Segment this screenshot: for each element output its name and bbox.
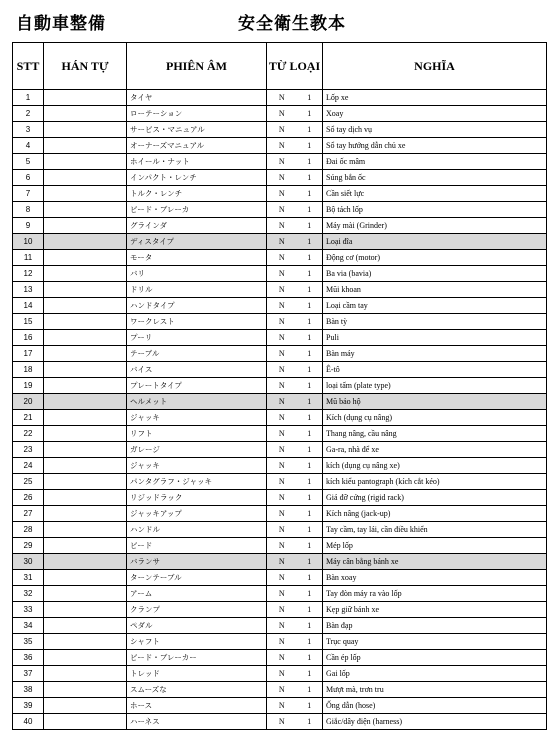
part-of-speech-cell: N [267,714,297,730]
row-number: 35 [13,634,44,650]
han-tu-cell [44,362,127,378]
phien-am-cell: グラインダ [127,218,267,234]
level-cell: 1 [297,570,323,586]
level-cell: 1 [297,650,323,666]
han-tu-cell [44,490,127,506]
part-of-speech-cell: N [267,346,297,362]
han-tu-cell [44,330,127,346]
han-tu-cell [44,682,127,698]
table-row [13,586,547,602]
han-tu-cell [44,538,127,554]
table-row [13,522,547,538]
level-cell: 1 [297,266,323,282]
han-tu-cell [44,138,127,154]
table-row [13,378,547,394]
table-row [13,122,547,138]
level-cell: 1 [297,346,323,362]
phien-am-cell: プレートタイプ [127,378,267,394]
level-cell: 1 [297,378,323,394]
phien-am-cell: ビード・ブレーカ [127,202,267,218]
level-cell: 1 [297,394,323,410]
part-of-speech-cell: N [267,282,297,298]
table-row [13,682,547,698]
phien-am-cell: ガレージ [127,442,267,458]
phien-am-cell: ドリル [127,282,267,298]
table-row [13,90,547,106]
part-of-speech-cell: N [267,682,297,698]
meaning-cell: Bàn xoay [323,570,547,586]
phien-am-cell: ホース [127,698,267,714]
han-tu-cell [44,554,127,570]
meaning-cell: Cần ép lốp [323,650,547,666]
part-of-speech-cell: N [267,602,297,618]
table-row [13,218,547,234]
han-tu-cell [44,586,127,602]
part-of-speech-cell: N [267,570,297,586]
phien-am-cell: ビード・ブレーカー [127,650,267,666]
row-number: 10 [13,234,44,250]
phien-am-cell: モータ [127,250,267,266]
table-row [13,426,547,442]
level-cell: 1 [297,634,323,650]
meaning-cell: Ê-tô [323,362,547,378]
part-of-speech-cell: N [267,186,297,202]
level-cell: 1 [297,490,323,506]
level-cell: 1 [297,362,323,378]
han-tu-cell [44,266,127,282]
level-cell: 1 [297,554,323,570]
row-number: 24 [13,458,44,474]
page-title-right: 安全衛生教本 [238,14,346,34]
phien-am-cell: バイス [127,362,267,378]
table-row [13,314,547,330]
meaning-cell: Bàn đạp [323,618,547,634]
table-body [13,90,547,730]
table-row [13,234,547,250]
row-number: 7 [13,186,44,202]
column-header-tu-loai: TỪ LOẠI [267,43,323,90]
part-of-speech-cell: N [267,650,297,666]
level-cell: 1 [297,682,323,698]
row-number: 11 [13,250,44,266]
phien-am-cell: インパクト・レンチ [127,170,267,186]
part-of-speech-cell: N [267,378,297,394]
level-cell: 1 [297,106,323,122]
table-row [13,106,547,122]
row-number: 5 [13,154,44,170]
meaning-cell: Tay cầm, tay lái, cần điều khiển [323,522,547,538]
phien-am-cell: シャフト [127,634,267,650]
han-tu-cell [44,346,127,362]
phien-am-cell: トルク・レンチ [127,186,267,202]
han-tu-cell [44,618,127,634]
meaning-cell: Loại cầm tay [323,298,547,314]
column-header-stt: STT [13,43,44,90]
row-number: 3 [13,122,44,138]
level-cell: 1 [297,458,323,474]
table-row [13,634,547,650]
phien-am-cell: ハンドタイプ [127,298,267,314]
meaning-cell: kích (dụng cụ nâng xe) [323,458,547,474]
level-cell: 1 [297,586,323,602]
phien-am-cell: トレッド [127,666,267,682]
part-of-speech-cell: N [267,154,297,170]
phien-am-cell: ヘルメット [127,394,267,410]
meaning-cell: Bàn máy [323,346,547,362]
level-cell: 1 [297,618,323,634]
meaning-cell: Sổ tay dịch vụ [323,122,547,138]
meaning-cell: Gai lốp [323,666,547,682]
phien-am-cell: ハンドル [127,522,267,538]
row-number: 19 [13,378,44,394]
table-row [13,186,547,202]
meaning-cell: Sổ tay hướng dẫn chủ xe [323,138,547,154]
row-number: 8 [13,202,44,218]
row-number: 25 [13,474,44,490]
row-number: 9 [13,218,44,234]
part-of-speech-cell: N [267,554,297,570]
meaning-cell: Bàn tỳ [323,314,547,330]
table-row [13,570,547,586]
row-number: 39 [13,698,44,714]
part-of-speech-cell: N [267,426,297,442]
level-cell: 1 [297,666,323,682]
level-cell: 1 [297,90,323,106]
table-row [13,362,547,378]
han-tu-cell [44,298,127,314]
meaning-cell: kích kiểu pantograph (kích cắt kéo) [323,474,547,490]
level-cell: 1 [297,202,323,218]
part-of-speech-cell: N [267,618,297,634]
han-tu-cell [44,442,127,458]
phien-am-cell: ターンテーブル [127,570,267,586]
table-row [13,554,547,570]
table-row [13,330,547,346]
han-tu-cell [44,666,127,682]
han-tu-cell [44,650,127,666]
table-row [13,346,547,362]
table-header-row [13,43,547,90]
table-row [13,618,547,634]
column-header-phien-am: PHIÊN ÂM [127,43,267,90]
phien-am-cell: ビード [127,538,267,554]
part-of-speech-cell: N [267,362,297,378]
row-number: 34 [13,618,44,634]
table-row [13,410,547,426]
row-number: 2 [13,106,44,122]
han-tu-cell [44,154,127,170]
part-of-speech-cell: N [267,458,297,474]
han-tu-cell [44,714,127,730]
han-tu-cell [44,106,127,122]
row-number: 22 [13,426,44,442]
level-cell: 1 [297,410,323,426]
phien-am-cell: プーリ [127,330,267,346]
level-cell: 1 [297,138,323,154]
row-number: 31 [13,570,44,586]
table-row [13,490,547,506]
part-of-speech-cell: N [267,490,297,506]
meaning-cell: Ga-ra, nhà để xe [323,442,547,458]
meaning-cell: Mũi khoan [323,282,547,298]
row-number: 12 [13,266,44,282]
row-number: 30 [13,554,44,570]
row-number: 18 [13,362,44,378]
phien-am-cell: アーム [127,586,267,602]
meaning-cell: Đai ốc mâm [323,154,547,170]
meaning-cell: Thang nâng, cầu nâng [323,426,547,442]
table-row [13,458,547,474]
level-cell: 1 [297,234,323,250]
part-of-speech-cell: N [267,698,297,714]
level-cell: 1 [297,330,323,346]
column-header-han-tu: HÁN TỰ [44,43,127,90]
table-row [13,138,547,154]
part-of-speech-cell: N [267,474,297,490]
meaning-cell: Súng bắn ốc [323,170,547,186]
meaning-cell: Ba via (bavia) [323,266,547,282]
part-of-speech-cell: N [267,410,297,426]
row-number: 36 [13,650,44,666]
row-number: 40 [13,714,44,730]
table-row [13,250,547,266]
phien-am-cell: サービス・マニュアル [127,122,267,138]
phien-am-cell: ジャッキ [127,410,267,426]
level-cell: 1 [297,218,323,234]
han-tu-cell [44,90,127,106]
phien-am-cell: ワークレスト [127,314,267,330]
part-of-speech-cell: N [267,442,297,458]
phien-am-cell: ジャッキ [127,458,267,474]
level-cell: 1 [297,170,323,186]
table-row [13,282,547,298]
level-cell: 1 [297,602,323,618]
part-of-speech-cell: N [267,218,297,234]
part-of-speech-cell: N [267,202,297,218]
phien-am-cell: タイヤ [127,90,267,106]
level-cell: 1 [297,538,323,554]
meaning-cell: Mũ bảo hộ [323,394,547,410]
vocabulary-table [12,42,547,730]
part-of-speech-cell: N [267,330,297,346]
part-of-speech-cell: N [267,506,297,522]
table-row [13,474,547,490]
han-tu-cell [44,282,127,298]
part-of-speech-cell: N [267,122,297,138]
phien-am-cell: ディスタイプ [127,234,267,250]
row-number: 29 [13,538,44,554]
han-tu-cell [44,378,127,394]
part-of-speech-cell: N [267,634,297,650]
meaning-cell: Kích nâng (jack-up) [323,506,547,522]
row-number: 38 [13,682,44,698]
table-row [13,202,547,218]
row-number: 32 [13,586,44,602]
han-tu-cell [44,634,127,650]
row-number: 27 [13,506,44,522]
meaning-cell: Máy cân bằng bánh xe [323,554,547,570]
meaning-cell: Kẹp giữ bánh xe [323,602,547,618]
meaning-cell: Mép lốp [323,538,547,554]
meaning-cell: Kích (dụng cụ nâng) [323,410,547,426]
meaning-cell: Giá đỡ cứng (rigid rack) [323,490,547,506]
row-number: 37 [13,666,44,682]
han-tu-cell [44,474,127,490]
row-number: 1 [13,90,44,106]
phien-am-cell: ペダル [127,618,267,634]
table-row [13,298,547,314]
phien-am-cell: クランプ [127,602,267,618]
meaning-cell: Loại đĩa [323,234,547,250]
table-row [13,442,547,458]
phien-am-cell: バリ [127,266,267,282]
part-of-speech-cell: N [267,522,297,538]
han-tu-cell [44,458,127,474]
part-of-speech-cell: N [267,138,297,154]
level-cell: 1 [297,714,323,730]
part-of-speech-cell: N [267,586,297,602]
part-of-speech-cell: N [267,666,297,682]
row-number: 28 [13,522,44,538]
han-tu-cell [44,202,127,218]
phien-am-cell: パンタグラフ・ジャッキ [127,474,267,490]
han-tu-cell [44,170,127,186]
phien-am-cell: オーナーズマニュアル [127,138,267,154]
phien-am-cell: ローテーション [127,106,267,122]
meaning-cell: Lốp xe [323,90,547,106]
han-tu-cell [44,122,127,138]
table-row [13,650,547,666]
row-number: 17 [13,346,44,362]
meaning-cell: Tay đòn máy ra vào lốp [323,586,547,602]
page-title-left: 自動車整備 [16,14,106,34]
meaning-cell: Máy mài (Grinder) [323,218,547,234]
part-of-speech-cell: N [267,106,297,122]
part-of-speech-cell: N [267,538,297,554]
row-number: 13 [13,282,44,298]
meaning-cell: Xoay [323,106,547,122]
row-number: 4 [13,138,44,154]
row-number: 20 [13,394,44,410]
han-tu-cell [44,698,127,714]
level-cell: 1 [297,314,323,330]
phien-am-cell: ジャッキアップ [127,506,267,522]
phien-am-cell: ホイール・ナット [127,154,267,170]
part-of-speech-cell: N [267,234,297,250]
part-of-speech-cell: N [267,394,297,410]
han-tu-cell [44,394,127,410]
han-tu-cell [44,186,127,202]
row-number: 33 [13,602,44,618]
level-cell: 1 [297,522,323,538]
table-row [13,538,547,554]
han-tu-cell [44,522,127,538]
table-row [13,602,547,618]
level-cell: 1 [297,154,323,170]
level-cell: 1 [297,122,323,138]
table-row [13,170,547,186]
level-cell: 1 [297,250,323,266]
phien-am-cell: ハーネス [127,714,267,730]
level-cell: 1 [297,698,323,714]
meaning-cell: Giắc/dây điện (harness) [323,714,547,730]
han-tu-cell [44,314,127,330]
row-number: 16 [13,330,44,346]
table-row [13,394,547,410]
level-cell: 1 [297,506,323,522]
row-number: 14 [13,298,44,314]
meaning-cell: loại tấm (plate type) [323,378,547,394]
han-tu-cell [44,234,127,250]
part-of-speech-cell: N [267,266,297,282]
meaning-cell: Ống dẫn (hose) [323,698,547,714]
level-cell: 1 [297,282,323,298]
column-header-nghia: NGHĨA [323,43,547,90]
table-row [13,666,547,682]
level-cell: 1 [297,186,323,202]
row-number: 23 [13,442,44,458]
row-number: 15 [13,314,44,330]
phien-am-cell: テーブル [127,346,267,362]
han-tu-cell [44,602,127,618]
part-of-speech-cell: N [267,250,297,266]
table-row [13,698,547,714]
part-of-speech-cell: N [267,90,297,106]
meaning-cell: Trục quay [323,634,547,650]
han-tu-cell [44,506,127,522]
part-of-speech-cell: N [267,170,297,186]
part-of-speech-cell: N [267,298,297,314]
phien-am-cell: リジッドラック [127,490,267,506]
table-row [13,154,547,170]
table-row [13,714,547,730]
han-tu-cell [44,250,127,266]
phien-am-cell: スムーズな [127,682,267,698]
phien-am-cell: リフト [127,426,267,442]
level-cell: 1 [297,442,323,458]
table-row [13,266,547,282]
meaning-cell: Bộ tách lốp [323,202,547,218]
han-tu-cell [44,426,127,442]
level-cell: 1 [297,426,323,442]
han-tu-cell [44,570,127,586]
row-number: 26 [13,490,44,506]
level-cell: 1 [297,298,323,314]
table-row [13,506,547,522]
phien-am-cell: バランサ [127,554,267,570]
row-number: 6 [13,170,44,186]
meaning-cell: Cần siết lực [323,186,547,202]
meaning-cell: Mượt mà, trơn tru [323,682,547,698]
han-tu-cell [44,218,127,234]
part-of-speech-cell: N [267,314,297,330]
meaning-cell: Động cơ (motor) [323,250,547,266]
level-cell: 1 [297,474,323,490]
row-number: 21 [13,410,44,426]
meaning-cell: Puli [323,330,547,346]
han-tu-cell [44,410,127,426]
